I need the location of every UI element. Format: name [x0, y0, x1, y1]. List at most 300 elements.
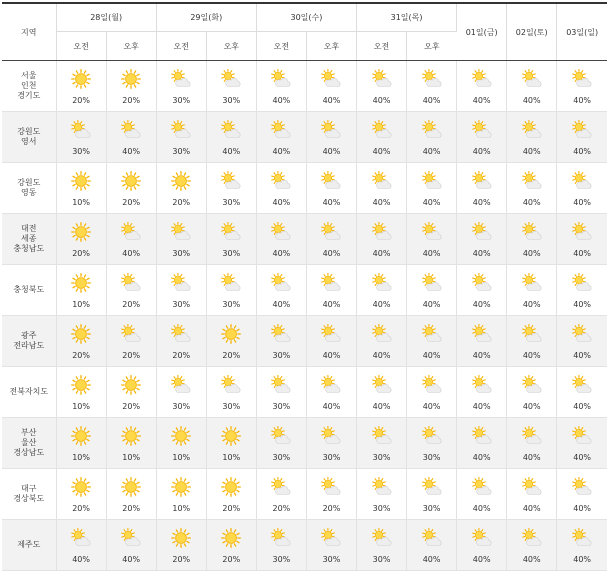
forecast-cell [256, 61, 306, 112]
forecast-cell [56, 265, 106, 316]
day-header-02: 02일(토) [507, 3, 557, 61]
precipitation-chance: 40% [323, 198, 341, 207]
region-name-line: 부산 [2, 428, 56, 438]
forecast-cell [306, 61, 356, 112]
forecast-cell [557, 469, 607, 520]
precipitation-chance: 10% [172, 453, 190, 462]
partly-cloudy-icon [522, 528, 542, 552]
precipitation-chance: 40% [373, 249, 391, 258]
precipitation-chance: 40% [473, 351, 491, 360]
partly-cloudy-icon [171, 324, 191, 348]
pm-header: 오후 [206, 32, 256, 61]
precipitation-chance: 10% [72, 402, 90, 411]
precipitation-chance: 20% [222, 351, 240, 360]
forecast-cell [206, 61, 256, 112]
forecast-cell [357, 367, 407, 418]
region-name [2, 163, 56, 214]
precipitation-chance: 40% [573, 249, 591, 258]
partly-cloudy-icon [572, 120, 592, 144]
forecast-cell [56, 520, 106, 571]
precipitation-chance: 30% [172, 300, 190, 309]
region-column-header: 지역 [2, 3, 56, 61]
precipitation-chance: 40% [423, 147, 441, 156]
partly-cloudy-icon [522, 273, 542, 297]
precipitation-chance: 40% [573, 504, 591, 513]
partly-cloudy-icon [221, 375, 241, 399]
partly-cloudy-icon [372, 426, 392, 450]
precipitation-chance: 40% [273, 96, 291, 105]
table-row [2, 316, 607, 367]
forecast-cell [306, 265, 356, 316]
region-name-line: 전북자치도 [2, 387, 56, 397]
forecast-cell [156, 520, 206, 571]
partly-cloudy-icon [221, 69, 241, 93]
precipitation-chance: 10% [222, 453, 240, 462]
partly-cloudy-icon [472, 273, 492, 297]
forecast-cell [357, 265, 407, 316]
precipitation-chance: 20% [222, 555, 240, 564]
forecast-cell [206, 214, 256, 265]
precipitation-chance: 10% [72, 453, 90, 462]
sunny-icon [171, 171, 191, 195]
forecast-cell [306, 469, 356, 520]
precipitation-chance: 30% [373, 453, 391, 462]
forecast-cell [407, 418, 457, 469]
region-name [2, 520, 56, 571]
partly-cloudy-icon [422, 171, 442, 195]
forecast-cell [457, 163, 507, 214]
forecast-cell [106, 418, 156, 469]
sunny-icon [171, 477, 191, 501]
forecast-cell [507, 469, 557, 520]
forecast-cell [507, 214, 557, 265]
precipitation-chance: 30% [172, 147, 190, 156]
precipitation-chance: 40% [373, 300, 391, 309]
pm-header: 오후 [106, 32, 156, 61]
sunny-icon [71, 477, 91, 501]
precipitation-chance: 40% [373, 351, 391, 360]
forecast-cell [457, 316, 507, 367]
table-row [2, 418, 607, 469]
precipitation-chance: 20% [172, 555, 190, 564]
precipitation-chance: 30% [323, 555, 341, 564]
forecast-cell [557, 418, 607, 469]
forecast-cell [557, 163, 607, 214]
partly-cloudy-icon [472, 528, 492, 552]
partly-cloudy-icon [221, 273, 241, 297]
precipitation-chance: 40% [523, 504, 541, 513]
precipitation-chance: 30% [423, 453, 441, 462]
forecast-cell [557, 316, 607, 367]
forecast-cell [507, 163, 557, 214]
precipitation-chance: 40% [573, 402, 591, 411]
precipitation-chance: 40% [523, 147, 541, 156]
precipitation-chance: 40% [473, 147, 491, 156]
partly-cloudy-icon [422, 120, 442, 144]
precipitation-chance: 40% [323, 351, 341, 360]
precipitation-chance: 40% [573, 96, 591, 105]
forecast-cell [407, 61, 457, 112]
partly-cloudy-icon [572, 375, 592, 399]
precipitation-chance: 20% [72, 96, 90, 105]
precipitation-chance: 40% [473, 249, 491, 258]
forecast-cell [256, 418, 306, 469]
forecast-cell [256, 520, 306, 571]
forecast-cell [206, 265, 256, 316]
region-name-line: 서울 [2, 71, 56, 81]
table-row [2, 214, 607, 265]
partly-cloudy-icon [522, 375, 542, 399]
precipitation-chance: 20% [122, 300, 140, 309]
forecast-cell [357, 61, 407, 112]
precipitation-chance: 30% [222, 249, 240, 258]
forecast-cell [256, 265, 306, 316]
region-name-line: 충청북도 [2, 285, 56, 295]
partly-cloudy-icon [572, 426, 592, 450]
partly-cloudy-icon [372, 375, 392, 399]
region-name-line: 대전 [2, 224, 56, 234]
partly-cloudy-icon [422, 477, 442, 501]
forecast-cell [507, 418, 557, 469]
pm-header: 오후 [407, 32, 457, 61]
forecast-cell [457, 112, 507, 163]
partly-cloudy-icon [372, 222, 392, 246]
region-name-line: 광주 [2, 331, 56, 341]
precipitation-chance: 30% [273, 453, 291, 462]
partly-cloudy-icon [422, 528, 442, 552]
precipitation-chance: 20% [122, 96, 140, 105]
forecast-cell [256, 469, 306, 520]
table-row [2, 112, 607, 163]
sunny-icon [221, 528, 241, 552]
forecast-cell [306, 316, 356, 367]
partly-cloudy-icon [321, 171, 341, 195]
precipitation-chance: 40% [373, 96, 391, 105]
region-name [2, 367, 56, 418]
precipitation-chance: 40% [573, 300, 591, 309]
am-header: 오전 [256, 32, 306, 61]
forecast-cell [507, 265, 557, 316]
precipitation-chance: 30% [273, 402, 291, 411]
precipitation-chance: 30% [172, 96, 190, 105]
partly-cloudy-icon [221, 171, 241, 195]
forecast-cell [206, 418, 256, 469]
partly-cloudy-icon [422, 222, 442, 246]
forecast-cell [56, 316, 106, 367]
forecast-cell [156, 469, 206, 520]
partly-cloudy-icon [271, 69, 291, 93]
partly-cloudy-icon [572, 222, 592, 246]
forecast-rows [2, 61, 607, 571]
precipitation-chance: 40% [573, 198, 591, 207]
forecast-cell [206, 163, 256, 214]
precipitation-chance: 40% [423, 300, 441, 309]
table-row [2, 61, 607, 112]
precipitation-chance: 30% [222, 402, 240, 411]
partly-cloudy-icon [472, 324, 492, 348]
region-name [2, 112, 56, 163]
precipitation-chance: 40% [273, 198, 291, 207]
precipitation-chance: 40% [323, 249, 341, 258]
precipitation-chance: 40% [523, 555, 541, 564]
day-header-31: 31일(목) [357, 3, 457, 32]
forecast-cell [206, 520, 256, 571]
sunny-icon [121, 69, 141, 93]
partly-cloudy-icon [71, 120, 91, 144]
forecast-cell [557, 367, 607, 418]
region-name-line: 세종 [2, 234, 56, 244]
precipitation-chance: 30% [423, 504, 441, 513]
precipitation-chance: 40% [523, 351, 541, 360]
region-name-line: 경기도 [2, 91, 56, 101]
partly-cloudy-icon [271, 528, 291, 552]
partly-cloudy-icon [171, 273, 191, 297]
precipitation-chance: 40% [473, 300, 491, 309]
forecast-cell [56, 163, 106, 214]
forecast-cell [206, 367, 256, 418]
forecast-cell [206, 316, 256, 367]
forecast-cell [306, 214, 356, 265]
partly-cloudy-icon [472, 171, 492, 195]
forecast-cell [357, 520, 407, 571]
precipitation-chance: 30% [222, 300, 240, 309]
region-name-line: 충청남도 [2, 244, 56, 254]
sunny-icon [121, 375, 141, 399]
forecast-cell [156, 214, 206, 265]
forecast-cell [407, 469, 457, 520]
forecast-cell [357, 316, 407, 367]
forecast-cell [457, 265, 507, 316]
forecast-cell [306, 367, 356, 418]
precipitation-chance: 40% [473, 555, 491, 564]
forecast-cell [357, 418, 407, 469]
partly-cloudy-icon [271, 273, 291, 297]
partly-cloudy-icon [271, 222, 291, 246]
region-name-line: 인천 [2, 81, 56, 91]
partly-cloudy-icon [271, 120, 291, 144]
am-header: 오전 [357, 32, 407, 61]
precipitation-chance: 40% [222, 147, 240, 156]
precipitation-chance: 40% [323, 147, 341, 156]
pm-header: 오후 [306, 32, 356, 61]
precipitation-chance: 40% [423, 96, 441, 105]
precipitation-chance: 40% [423, 402, 441, 411]
precipitation-chance: 30% [72, 147, 90, 156]
region-name-line: 영동 [2, 188, 56, 198]
forecast-cell [457, 367, 507, 418]
partly-cloudy-icon [472, 120, 492, 144]
precipitation-chance: 30% [273, 351, 291, 360]
partly-cloudy-icon [221, 222, 241, 246]
precipitation-chance: 40% [573, 351, 591, 360]
sunny-icon [121, 477, 141, 501]
partly-cloudy-icon [171, 120, 191, 144]
forecast-cell [206, 112, 256, 163]
precipitation-chance: 40% [373, 198, 391, 207]
precipitation-chance: 40% [523, 300, 541, 309]
partly-cloudy-icon [522, 120, 542, 144]
partly-cloudy-icon [321, 528, 341, 552]
sunny-icon [71, 324, 91, 348]
forecast-cell [557, 61, 607, 112]
forecast-cell [407, 367, 457, 418]
forecast-cell [56, 61, 106, 112]
sunny-icon [71, 375, 91, 399]
forecast-cell [357, 469, 407, 520]
am-header: 오전 [56, 32, 106, 61]
partly-cloudy-icon [472, 69, 492, 93]
partly-cloudy-icon [472, 477, 492, 501]
partly-cloudy-icon [221, 120, 241, 144]
day-header-29: 29일(화) [156, 3, 256, 32]
partly-cloudy-icon [572, 171, 592, 195]
forecast-cell [357, 163, 407, 214]
precipitation-chance: 40% [523, 402, 541, 411]
forecast-cell [407, 112, 457, 163]
precipitation-chance: 20% [172, 351, 190, 360]
partly-cloudy-icon [572, 324, 592, 348]
am-header: 오전 [156, 32, 206, 61]
forecast-cell [206, 469, 256, 520]
forecast-cell [306, 163, 356, 214]
sunny-icon [71, 171, 91, 195]
forecast-cell [357, 112, 407, 163]
forecast-cell [156, 112, 206, 163]
partly-cloudy-icon [472, 426, 492, 450]
partly-cloudy-icon [522, 426, 542, 450]
precipitation-chance: 40% [523, 96, 541, 105]
table-row [2, 469, 607, 520]
precipitation-chance: 10% [172, 504, 190, 513]
day-header-01: 01일(금) [457, 3, 507, 61]
partly-cloudy-icon [321, 477, 341, 501]
region-name [2, 61, 56, 112]
partly-cloudy-icon [271, 171, 291, 195]
forecast-cell [407, 214, 457, 265]
sunny-icon [121, 426, 141, 450]
forecast-cell [457, 520, 507, 571]
partly-cloudy-icon [121, 528, 141, 552]
precipitation-chance: 40% [573, 453, 591, 462]
sunny-icon [71, 69, 91, 93]
sunny-icon [171, 426, 191, 450]
precipitation-chance: 40% [473, 96, 491, 105]
precipitation-chance: 30% [323, 453, 341, 462]
forecast-cell [407, 520, 457, 571]
forecast-cell [56, 469, 106, 520]
precipitation-chance: 10% [72, 198, 90, 207]
partly-cloudy-icon [271, 426, 291, 450]
weather-forecast-table [2, 2, 607, 571]
partly-cloudy-icon [171, 222, 191, 246]
partly-cloudy-icon [321, 222, 341, 246]
table-row [2, 367, 607, 418]
forecast-cell [56, 418, 106, 469]
precipitation-chance: 40% [323, 300, 341, 309]
forecast-cell [457, 214, 507, 265]
partly-cloudy-icon [321, 426, 341, 450]
partly-cloudy-icon [522, 69, 542, 93]
partly-cloudy-icon [372, 324, 392, 348]
precipitation-chance: 30% [373, 555, 391, 564]
forecast-cell [507, 520, 557, 571]
forecast-cell [256, 112, 306, 163]
partly-cloudy-icon [572, 477, 592, 501]
sunny-icon [221, 324, 241, 348]
partly-cloudy-icon [422, 69, 442, 93]
partly-cloudy-icon [321, 273, 341, 297]
forecast-cell [106, 469, 156, 520]
forecast-cell [306, 112, 356, 163]
forecast-cell [156, 367, 206, 418]
region-name-line: 영서 [2, 137, 56, 147]
forecast-cell [507, 367, 557, 418]
precipitation-chance: 30% [273, 555, 291, 564]
region-name-line: 대구 [2, 484, 56, 494]
sunny-icon [121, 171, 141, 195]
forecast-cell [156, 418, 206, 469]
forecast-cell [56, 112, 106, 163]
day-header-03: 03일(일) [557, 3, 607, 61]
precipitation-chance: 40% [473, 198, 491, 207]
region-name-line: 강원도 [2, 178, 56, 188]
precipitation-chance: 20% [72, 249, 90, 258]
partly-cloudy-icon [522, 477, 542, 501]
partly-cloudy-icon [422, 426, 442, 450]
precipitation-chance: 20% [72, 504, 90, 513]
forecast-cell [106, 112, 156, 163]
forecast-cell [156, 316, 206, 367]
partly-cloudy-icon [372, 69, 392, 93]
precipitation-chance: 40% [573, 147, 591, 156]
day-header-28: 28일(월) [56, 3, 156, 32]
precipitation-chance: 20% [122, 504, 140, 513]
partly-cloudy-icon [572, 273, 592, 297]
forecast-cell [156, 265, 206, 316]
forecast-cell [256, 367, 306, 418]
partly-cloudy-icon [572, 69, 592, 93]
precipitation-chance: 40% [122, 555, 140, 564]
precipitation-chance: 30% [222, 198, 240, 207]
forecast-cell [106, 265, 156, 316]
precipitation-chance: 40% [473, 453, 491, 462]
region-name-line: 전라남도 [2, 341, 56, 351]
precipitation-chance: 40% [373, 147, 391, 156]
forecast-cell [106, 163, 156, 214]
sunny-icon [171, 528, 191, 552]
partly-cloudy-icon [321, 69, 341, 93]
forecast-cell [106, 367, 156, 418]
region-name-line: 경상남도 [2, 448, 56, 458]
region-name-line: 강원도 [2, 127, 56, 137]
partly-cloudy-icon [121, 273, 141, 297]
region-name [2, 316, 56, 367]
precipitation-chance: 20% [222, 504, 240, 513]
region-name-line: 제주도 [2, 540, 56, 550]
sunny-icon [71, 273, 91, 297]
partly-cloudy-icon [321, 375, 341, 399]
precipitation-chance: 40% [323, 96, 341, 105]
sunny-icon [221, 477, 241, 501]
partly-cloudy-icon [121, 222, 141, 246]
precipitation-chance: 30% [222, 96, 240, 105]
forecast-cell [56, 367, 106, 418]
precipitation-chance: 40% [122, 147, 140, 156]
forecast-cell [306, 520, 356, 571]
partly-cloudy-icon [572, 528, 592, 552]
precipitation-chance: 40% [423, 555, 441, 564]
precipitation-chance: 40% [373, 402, 391, 411]
